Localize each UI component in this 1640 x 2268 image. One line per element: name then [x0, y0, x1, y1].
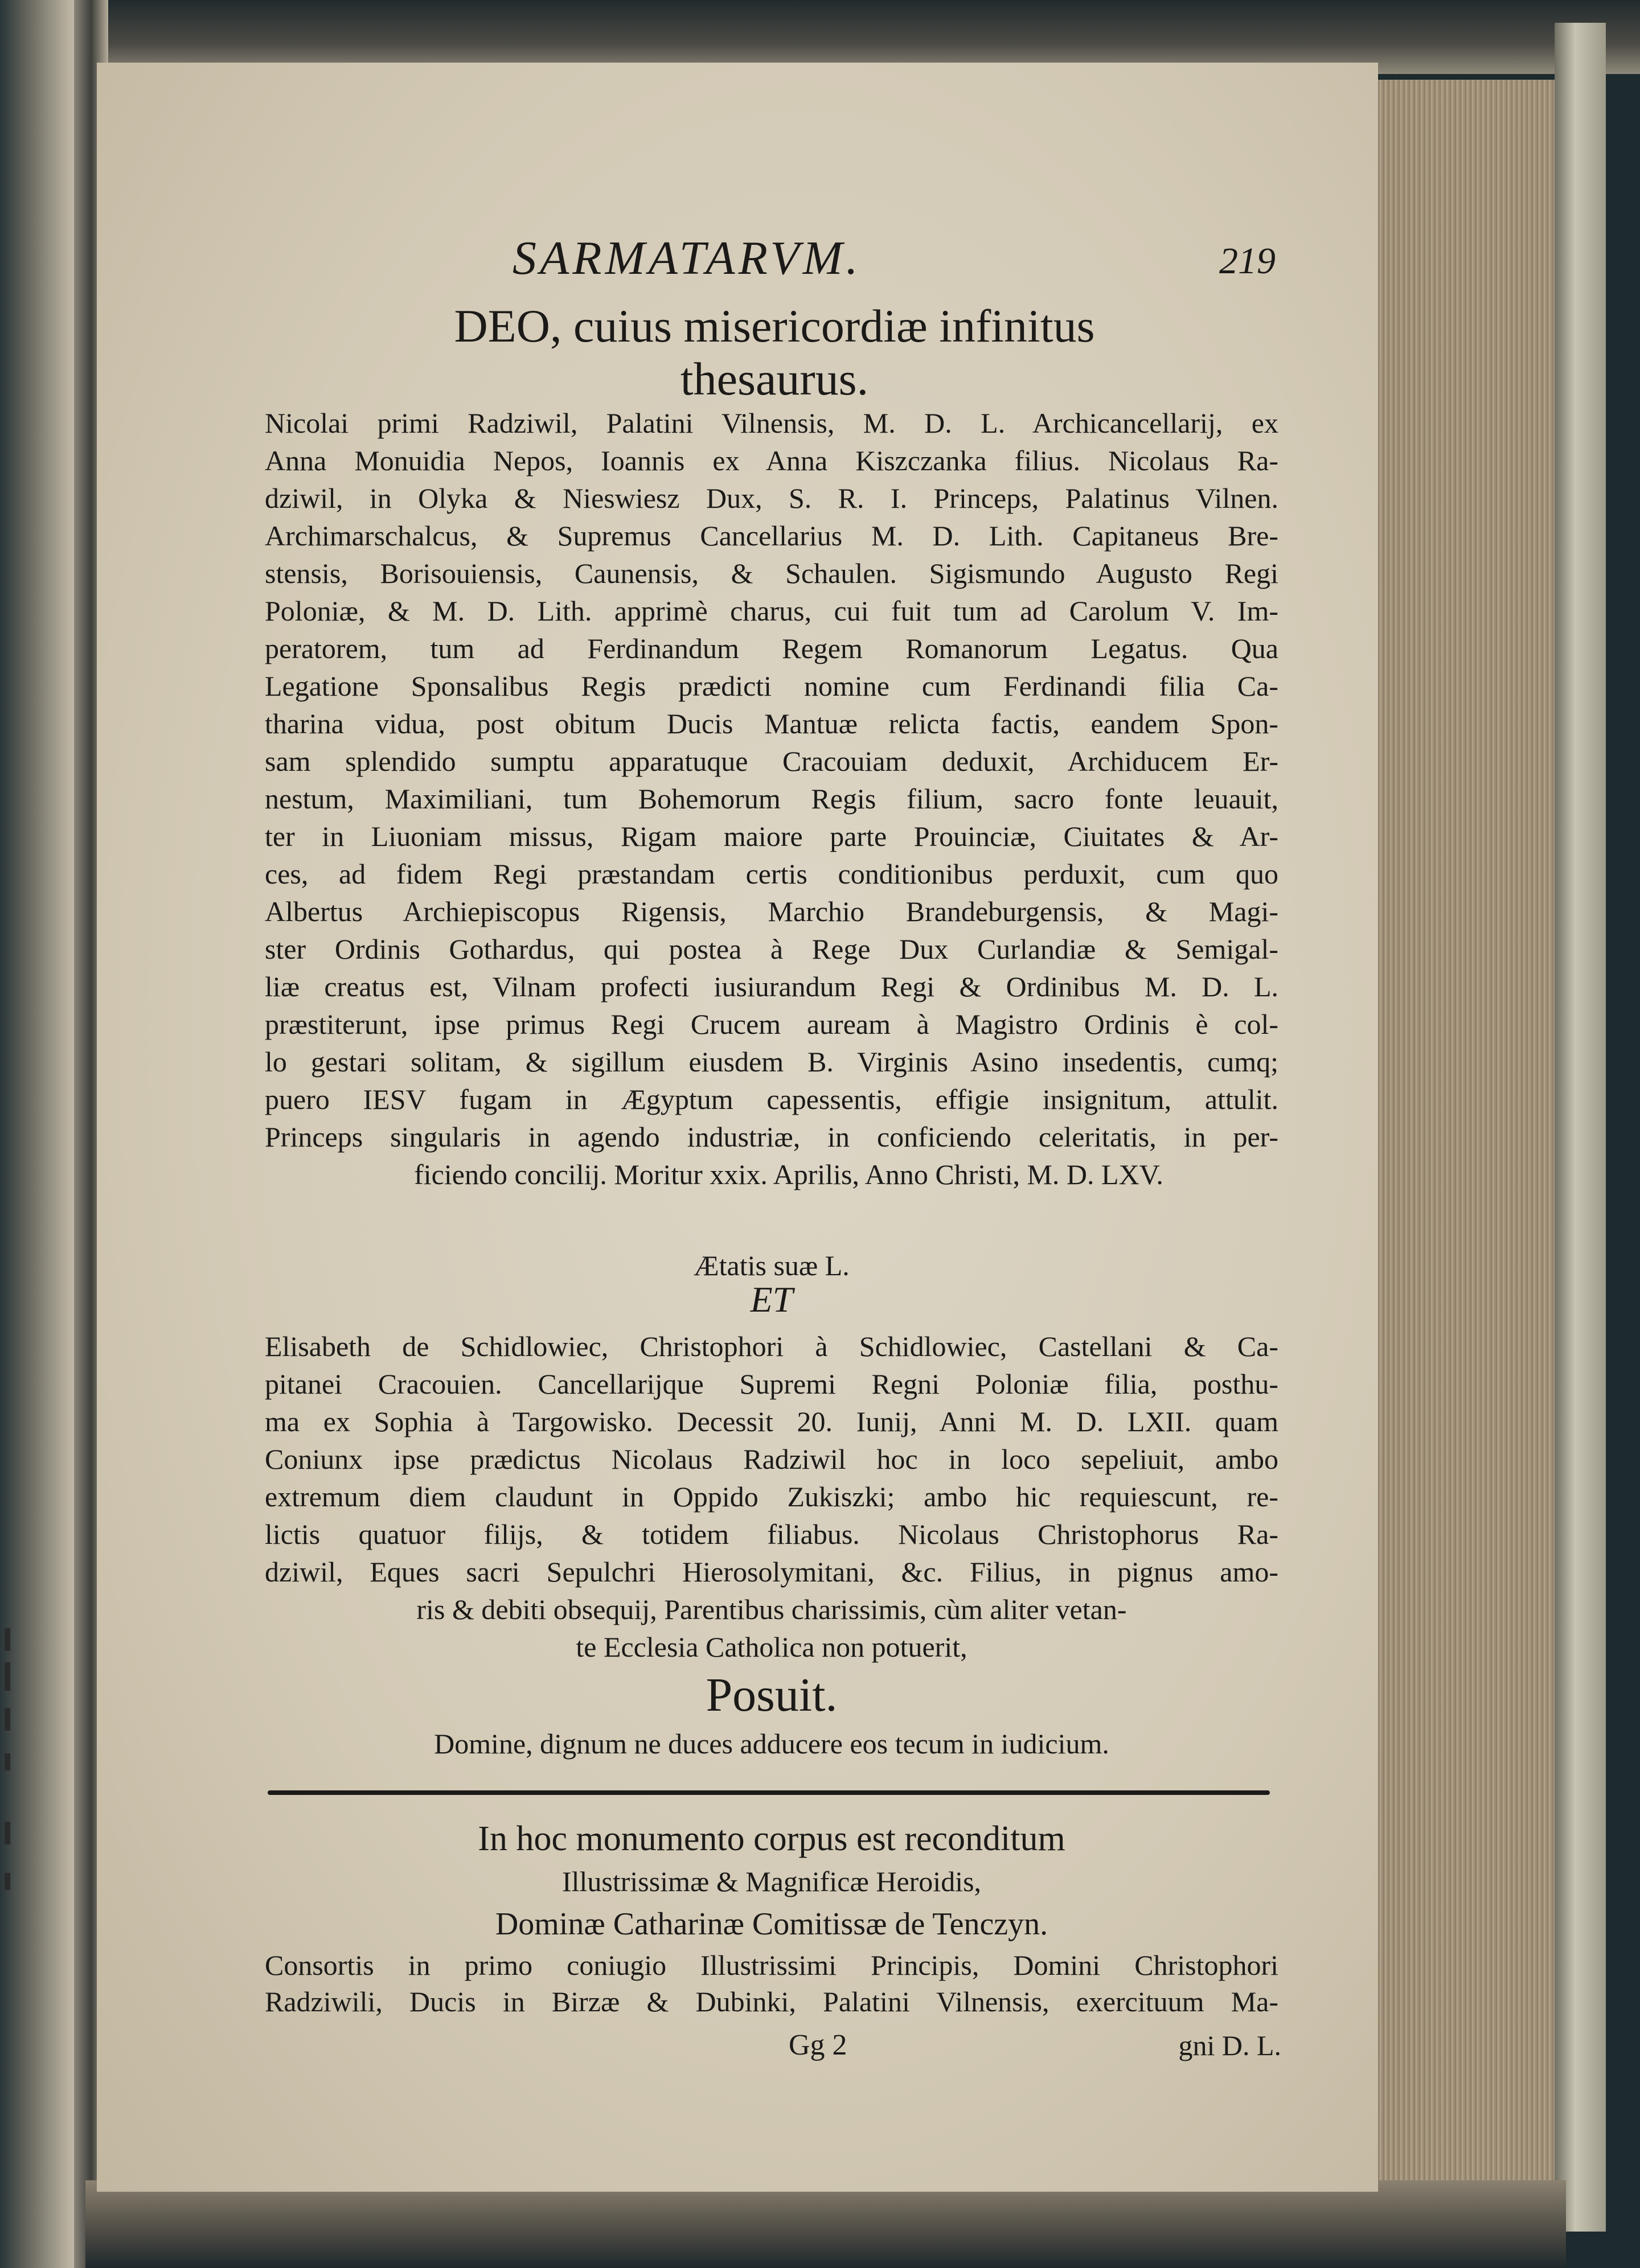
text-line: Princeps singularis in agendo industriæ, in conficiendo celeritatis, in per- [265, 1121, 1278, 1153]
text-line: dziwil, Eques sacri Sepulchri Hierosolymitani, &c. Filius, in pignus amo- [265, 1556, 1278, 1588]
text-line: ma ex Sophia à Targowisko. Decessit 20. Iunij, Anni M. D. LXII. quam [265, 1406, 1278, 1437]
book-cover-edge [1555, 23, 1606, 2232]
epitaph-line: Radziwili, Ducis in Birzæ & Dubinki, Palatini Vilnensis, exercituum Ma- [265, 1986, 1278, 2018]
facing-page-mark [5, 1628, 10, 1651]
text-line: Archimarschalcus, & Supremus Cancellarius M. D. Lith. Capitaneus Bre- [265, 520, 1278, 552]
facing-page-mark [5, 1822, 10, 1844]
epitaph-catharina [265, 1816, 1278, 2020]
epitaph-line: In hoc monumento corpus est reconditum [478, 1819, 1065, 1858]
text-line: ter in Liuoniam missus, Rigam maiore parte Prouinciæ, Ciuitates & Ar- [265, 820, 1278, 852]
text-line: sam splendido sumptu apparatuque Cracouiam deduxit, Archiducem Er- [265, 745, 1278, 777]
facing-page-mark [5, 1873, 10, 1890]
book-page [97, 63, 1378, 2192]
text-line: stensis, Borisouiensis, Caunensis, & Schaulen. Sigismundo Augusto Regi [265, 557, 1278, 589]
text-line: ces, ad fidem Regi præstandam certis conditionibus perduxit, cum quo [265, 858, 1278, 890]
inscription-title-line-1: DEO, cuius misericordiæ infinitus [454, 300, 1095, 352]
posuit-heading: Posuit. [706, 1669, 838, 1721]
running-head: SARMATARVM. [512, 232, 862, 285]
text-line: præstiterunt, ipse primus Regi Crucem auream à Magistro Ordinis è col- [265, 1008, 1278, 1040]
text-line: lo gestari solitam, & sigillum eiusdem B. Virginis Asino insedentis, cumq; [265, 1046, 1278, 1078]
text-line: nestum, Maximiliani, tum Bohemorum Regis filium, sacro fonte leuauit, [265, 783, 1278, 815]
text-line: puero IESV fugam in Ægyptum capessentis, effigie insignitum, attulit. [265, 1083, 1278, 1115]
age-line: Ætatis suæ L. [694, 1250, 850, 1281]
facing-page-mark [5, 1708, 10, 1731]
inscription-title-line-2: thesaurus. [680, 353, 869, 405]
paragraph-nicolaus [265, 404, 1278, 1193]
facing-page-mark [5, 1662, 10, 1691]
epitaph-line: Dominæ Catharinæ Comitissæ de Tenczyn. [495, 1907, 1048, 1942]
text-line: peratorem, tum ad Ferdinandum Regem Romanorum Legatus. Qua [265, 632, 1278, 664]
page-header [353, 231, 1276, 293]
text-line: extremum diem claudunt in Oppido Zukiszki; ambo hic requiescunt, re- [265, 1481, 1278, 1513]
text-line: Nicolai primi Radziwil, Palatini Vilnensis, M. D. L. Archicancellarij, ex [265, 407, 1278, 439]
text-line: ficiendo concilij. Moritur xxix. Aprilis, Anno Christi, M. D. LXV. [414, 1158, 1163, 1190]
epitaph-line: Illustrissimæ & Magnificæ Heroidis, [561, 1866, 982, 1897]
text-line: dziwil, in Olyka & Nieswiesz Dux, S. R. I. Princeps, Palatinus Vilnen. [265, 482, 1278, 514]
epitaph-line: Consortis in primo coniugio Illustrissimi Principis, Domini Christophori [265, 1949, 1278, 1981]
page-block-fore-edge [1367, 80, 1555, 2186]
facing-page-mark [5, 1753, 10, 1770]
text-line: te Ecclesia Catholica non potuerit, [576, 1631, 967, 1663]
text-line: pitanei Cracouien. Cancellarijque Supremi Regni Poloniæ filia, posthu- [265, 1368, 1278, 1400]
page-footer [265, 2027, 1281, 2066]
text-line: Legatione Sponsalibus Regis prædicti nomine cum Ferdinandi filia Ca- [265, 670, 1278, 702]
text-line: Coniunx ipse prædictus Nicolaus Radziwil hoc in loco sepeliuit, ambo [265, 1443, 1278, 1475]
facing-page-edge [0, 0, 85, 2268]
closing-prayer: Domine, dignum ne duces adducere eos tecum in iudicium. [434, 1728, 1109, 1760]
book-bottom-edge [85, 2180, 1566, 2268]
text-line: liæ creatus est, Vilnam profecti iusiurandum Regi & Ordinibus M. D. L. [265, 971, 1278, 1002]
paragraph-elisabeth [265, 1328, 1278, 1666]
catchword: gni D. L. [1178, 2029, 1281, 2061]
signature-mark: Gg 2 [789, 2029, 847, 2061]
text-line: Albertus Archiepiscopus Rigensis, Marchio Brandeburgensis, & Magi- [265, 895, 1278, 927]
page-number: 219 [1219, 240, 1276, 282]
text-line: Elisabeth de Schidlowiec, Christophori à Schidlowiec, Castellani & Ca- [265, 1330, 1278, 1362]
text-line: Poloniæ, & M. D. Lith. apprimè charus, cui fuit tum ad Carolum V. Im- [265, 595, 1278, 627]
text-line: lictis quatuor filijs, & totidem filiabus. Nicolaus Christophorus Ra- [265, 1518, 1278, 1550]
text-line: Anna Monuidia Nepos, Ioannis ex Anna Kiszczanka filius. Nicolaus Ra- [265, 445, 1278, 476]
text-line: tharina vidua, post obitum Ducis Mantuæ relicta factis, eandem Spon- [265, 708, 1278, 739]
text-line: ster Ordinis Gothardus, qui postea à Rege Dux Curlandiæ & Semigal- [265, 933, 1278, 965]
text-line: ris & debiti obsequij, Parentibus charissimis, cùm aliter vetan- [416, 1593, 1127, 1625]
et-heading: ET [750, 1279, 793, 1320]
divider-rule [268, 1790, 1270, 1795]
